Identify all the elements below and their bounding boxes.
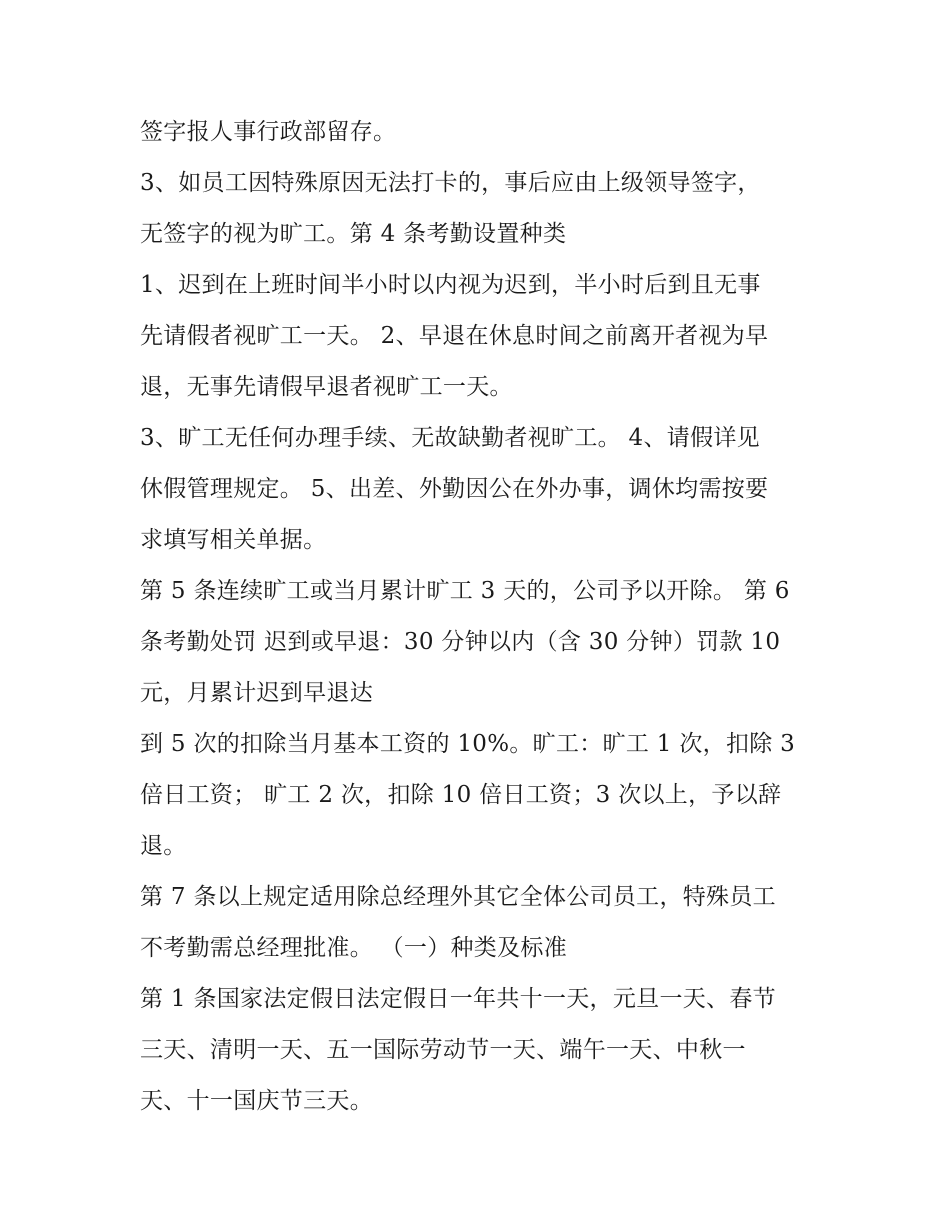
text-line: 休假管理规定。 5、出差、外勤因公在外办事，调休均需按要 xyxy=(140,476,769,502)
text-line: 先请假者视旷工一天。 2、早退在休息时间之前离开者视为早 xyxy=(140,323,769,349)
text-line: 倍日工资； 旷工 2 次，扣除 10 倍日工资；3 次以上，予以辞 xyxy=(140,782,782,808)
text-line: 天、十一国庆节三天。 xyxy=(140,1088,373,1114)
text-line: 1、迟到在上班时间半小时以内视为迟到，半小时后到且无事 xyxy=(140,272,761,298)
text-line: 第 7 条以上规定适用除总经理外其它全体公司员工，特殊员工 xyxy=(140,884,776,910)
text-line: 3、旷工无任何办理手续、无故缺勤者视旷工。 4、请假详见 xyxy=(140,425,760,451)
text-line: 元，月累计迟到早退达 xyxy=(140,680,373,706)
text-line: 退，无事先请假早退者视旷工一天。 xyxy=(140,374,513,400)
text-line: 无签字的视为旷工。第 4 条考勤设置种类 xyxy=(140,221,567,247)
text-line: 求填写相关单据。 xyxy=(140,527,327,553)
text-line: 条考勤处罚 迟到或早退：30 分钟以内（含 30 分钟）罚款 10 xyxy=(140,629,781,655)
text-line: 签字报人事行政部留存。 xyxy=(140,119,397,145)
text-line: 3、如员工因特殊原因无法打卡的，事后应由上级领导签字， xyxy=(140,170,761,196)
document-body xyxy=(140,107,820,1127)
text-line: 第 1 条国家法定假日法定假日一年共十一天，元旦一天、春节 xyxy=(140,986,776,1012)
text-line: 退。 xyxy=(140,833,187,859)
text-line: 到 5 次的扣除当月基本工资的 10%。旷工：旷工 1 次，扣除 3 xyxy=(140,731,796,757)
text-line: 第 5 条连续旷工或当月累计旷工 3 天的，公司予以开除。 第 6 xyxy=(140,578,790,604)
text-line: 三天、清明一天、五一国际劳动节一天、端午一天、中秋一 xyxy=(140,1037,746,1063)
text-line: 不考勤需总经理批准。 （一）种类及标准 xyxy=(140,935,568,961)
